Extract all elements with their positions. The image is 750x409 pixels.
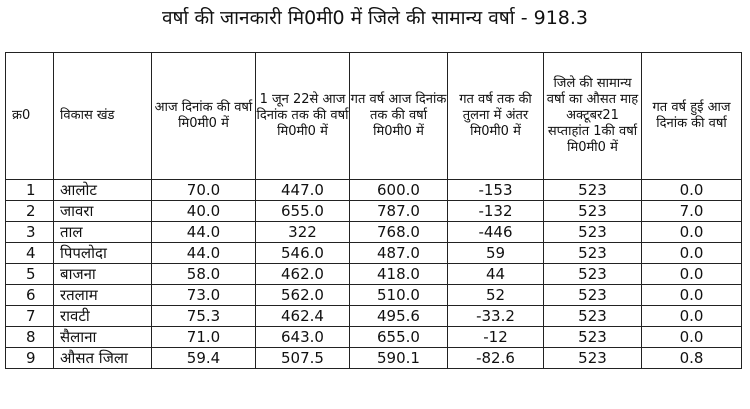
block-cell: पिपलोदा [54, 243, 152, 264]
rainfall-table [5, 52, 742, 369]
block-cell: आलोट [54, 180, 152, 201]
serial-cell: 1 [6, 180, 54, 201]
today-rain-cell: 71.0 [152, 327, 256, 348]
difference-cell: 59 [448, 243, 544, 264]
difference-cell: 44 [448, 264, 544, 285]
block-cell: रतलाम [54, 285, 152, 306]
difference-cell: -446 [448, 222, 544, 243]
difference-cell: -12 [448, 327, 544, 348]
normal-rain-cell: 523 [544, 264, 642, 285]
serial-cell: 7 [6, 306, 54, 327]
last-year-today-cell: 0.0 [642, 327, 742, 348]
normal-rain-cell: 523 [544, 222, 642, 243]
last-year-rain-cell: 487.0 [350, 243, 448, 264]
header-last-year-today: गत वर्ष हुई आज दिनांक की वर्षा [642, 53, 742, 180]
table-row [6, 306, 742, 327]
last-year-rain-cell: 495.6 [350, 306, 448, 327]
header-row [6, 53, 742, 180]
serial-cell: 4 [6, 243, 54, 264]
block-cell: ताल [54, 222, 152, 243]
normal-rain-cell: 523 [544, 180, 642, 201]
header-today-rain: आज दिनांक की वर्षा मि0मी0 में [152, 53, 256, 180]
normal-rain-cell: 523 [544, 348, 642, 369]
last-year-rain-cell: 590.1 [350, 348, 448, 369]
table-row [6, 201, 742, 222]
difference-cell: -153 [448, 180, 544, 201]
serial-cell: 9 [6, 348, 54, 369]
last-year-today-cell: 7.0 [642, 201, 742, 222]
normal-rain-cell: 523 [544, 306, 642, 327]
season-rain-cell: 447.0 [256, 180, 350, 201]
today-rain-cell: 44.0 [152, 222, 256, 243]
serial-cell: 8 [6, 327, 54, 348]
season-rain-cell: 643.0 [256, 327, 350, 348]
season-rain-cell: 462.0 [256, 264, 350, 285]
table-row [6, 327, 742, 348]
season-rain-cell: 322 [256, 222, 350, 243]
block-cell: बाजना [54, 264, 152, 285]
block-cell: रावटी [54, 306, 152, 327]
table-row [6, 222, 742, 243]
header-last-year-rain: गत वर्ष आज दिनांक तक की वर्षा मि0मी0 में [350, 53, 448, 180]
difference-cell: 52 [448, 285, 544, 306]
today-rain-cell: 58.0 [152, 264, 256, 285]
page-title: वर्षा की जानकारी मि0मी0 में जिले की सामान्य वर्षा - 918.3 [161, 7, 589, 29]
last-year-rain-cell: 655.0 [350, 327, 448, 348]
season-rain-cell: 462.4 [256, 306, 350, 327]
difference-cell: -132 [448, 201, 544, 222]
normal-rain-cell: 523 [544, 201, 642, 222]
table-row [6, 264, 742, 285]
header-season-rain: 1 जून 22से आज दिनांक तक की वर्षा मि0मी0 में [256, 53, 350, 180]
table-row [6, 243, 742, 264]
last-year-today-cell: 0.0 [642, 264, 742, 285]
today-rain-cell: 40.0 [152, 201, 256, 222]
today-rain-cell: 44.0 [152, 243, 256, 264]
last-year-rain-cell: 418.0 [350, 264, 448, 285]
block-cell: जावरा [54, 201, 152, 222]
serial-cell: 3 [6, 222, 54, 243]
today-rain-cell: 73.0 [152, 285, 256, 306]
last-year-today-cell: 0.0 [642, 306, 742, 327]
today-rain-cell: 70.0 [152, 180, 256, 201]
serial-cell: 5 [6, 264, 54, 285]
last-year-today-cell: 0.0 [642, 180, 742, 201]
table-row [6, 348, 742, 369]
last-year-today-cell: 0.8 [642, 348, 742, 369]
header-difference: गत वर्ष तक की तुलना में अंतर मि0मी0 में [448, 53, 544, 180]
serial-cell: 6 [6, 285, 54, 306]
table-row [6, 180, 742, 201]
serial-cell: 2 [6, 201, 54, 222]
season-rain-cell: 507.5 [256, 348, 350, 369]
normal-rain-cell: 523 [544, 285, 642, 306]
last-year-rain-cell: 768.0 [350, 222, 448, 243]
table-row [6, 285, 742, 306]
header-block: विकास खंड [54, 53, 152, 180]
last-year-today-cell: 0.0 [642, 222, 742, 243]
today-rain-cell: 59.4 [152, 348, 256, 369]
last-year-rain-cell: 510.0 [350, 285, 448, 306]
today-rain-cell: 75.3 [152, 306, 256, 327]
header-serial: क्र0 [6, 53, 54, 180]
normal-rain-cell: 523 [544, 243, 642, 264]
season-rain-cell: 546.0 [256, 243, 350, 264]
season-rain-cell: 655.0 [256, 201, 350, 222]
last-year-rain-cell: 787.0 [350, 201, 448, 222]
block-cell: सैलाना [54, 327, 152, 348]
season-rain-cell: 562.0 [256, 285, 350, 306]
difference-cell: -82.6 [448, 348, 544, 369]
last-year-rain-cell: 600.0 [350, 180, 448, 201]
block-cell: औसत जिला [54, 348, 152, 369]
normal-rain-cell: 523 [544, 327, 642, 348]
last-year-today-cell: 0.0 [642, 285, 742, 306]
last-year-today-cell: 0.0 [642, 243, 742, 264]
header-normal-rain: जिले की सामान्य वर्षा का औसत माह अक्टूबर21 सप्ताहांत 1की वर्षा मि0मी0 में [544, 53, 642, 180]
difference-cell: -33.2 [448, 306, 544, 327]
